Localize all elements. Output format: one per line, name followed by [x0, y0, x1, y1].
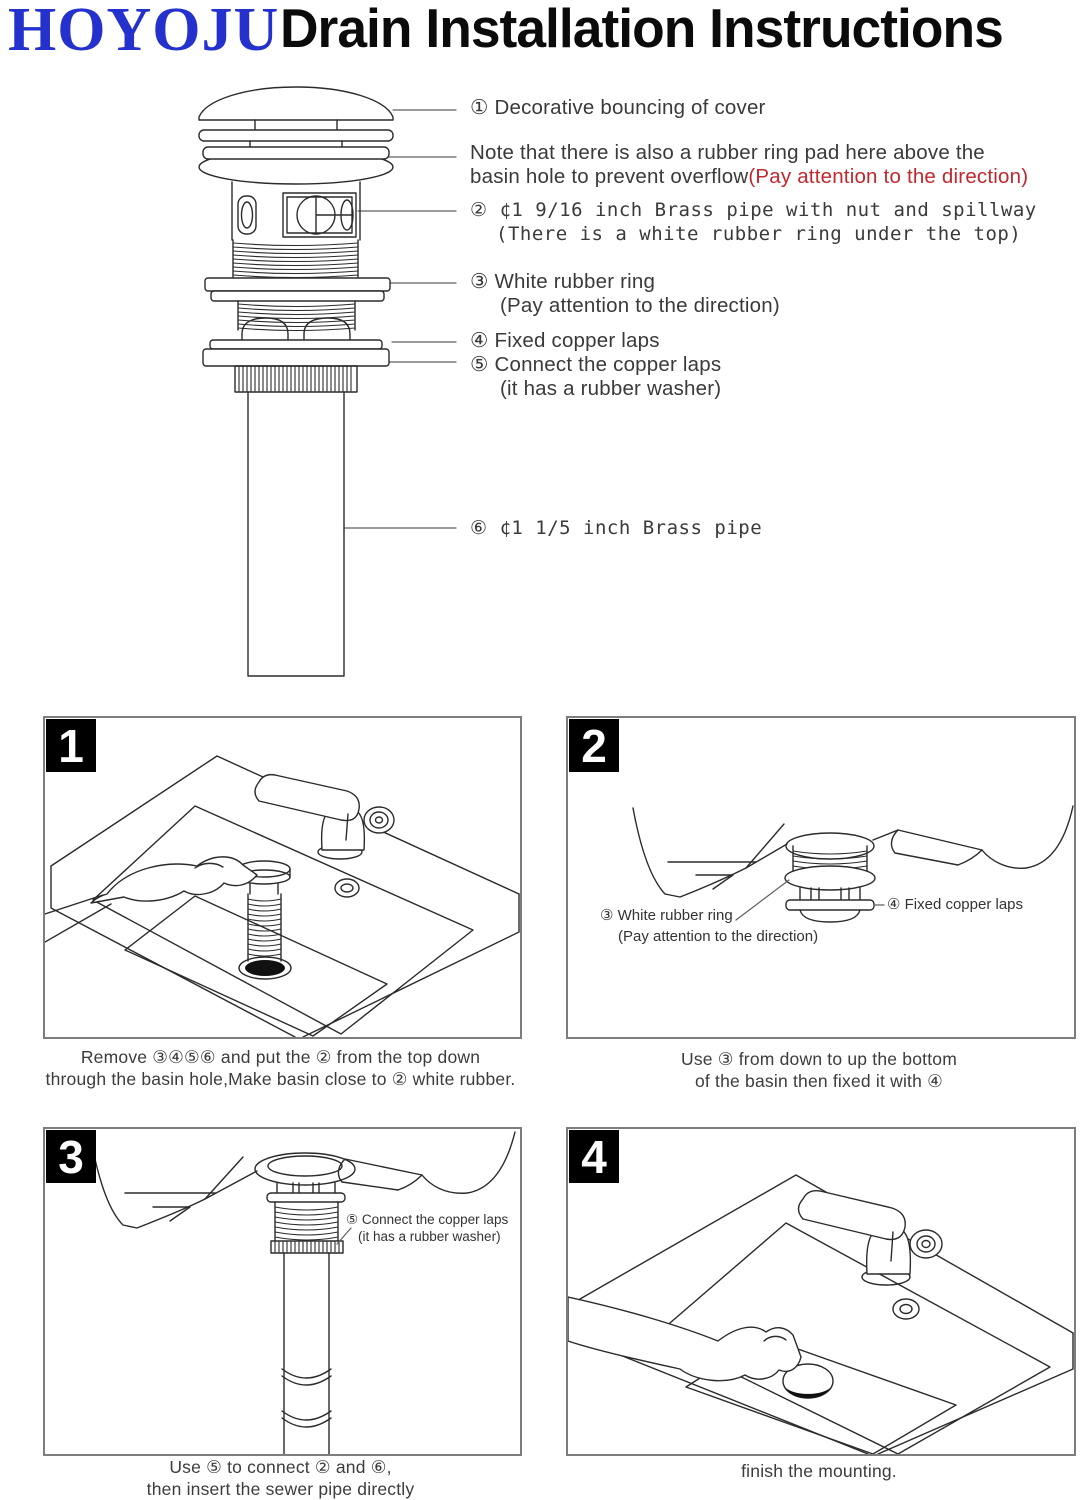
- brand-logo: HOYOJU: [8, 0, 280, 64]
- callout-5-sub: (it has a rubber washer): [500, 377, 722, 400]
- callout-5-text: ⑤ Connect the copper laps: [470, 353, 722, 376]
- step-2-caption: [566, 1048, 1072, 1092]
- callout-note-warning-red: (Pay attention to the direction): [748, 165, 1029, 188]
- step-3-panel: [43, 1127, 522, 1456]
- step-3-label-connect-line1: ⑤ Connect the copper laps: [346, 1212, 509, 1227]
- step-2-label-ring-line1: ③ White rubber ring: [600, 907, 733, 924]
- step-3-badge: 3: [46, 1130, 96, 1183]
- callout-3-sub: (Pay attention to the direction): [500, 294, 780, 317]
- step-2-caption-line2: of the basin then fixed it with ④: [695, 1071, 943, 1091]
- step-1-caption-line2: through the basin hole,Make basin close to ② white rubber.: [45, 1069, 516, 1089]
- step-1-caption-line1: Remove ③④⑤⑥ and put the ② from the top down: [80, 1047, 481, 1067]
- callout-3: [470, 270, 780, 318]
- callout-2-sub: (There is a white rubber ring under the top): [496, 223, 1022, 245]
- callout-2: [470, 198, 1037, 246]
- callout-2-text: ② ¢1 9/16 inch Brass pipe with nut and spillway: [470, 199, 1037, 221]
- callout-1: [470, 96, 766, 120]
- callout-note: [470, 141, 1028, 189]
- step-3-caption-line2: then insert the sewer pipe directly: [146, 1479, 415, 1499]
- step-4-badge: 4: [569, 1130, 619, 1183]
- callout-4: [470, 329, 660, 353]
- callout-4-text: ④ Fixed copper laps: [470, 329, 660, 352]
- step-4-illustration: [568, 1129, 1074, 1454]
- step-1-caption: [23, 1046, 538, 1090]
- step-1-panel: [43, 716, 522, 1039]
- callout-note-line1: Note that there is also a rubber ring pad here above the: [470, 141, 985, 164]
- callout-5: [470, 353, 721, 401]
- callout-6-text: ⑥ ¢1 1/5 inch Brass pipe: [470, 517, 763, 539]
- step-2-badge: 2: [569, 719, 619, 772]
- step-4-caption-line1: finish the mounting.: [741, 1461, 897, 1481]
- page-title: Drain Installation Instructions: [280, 0, 1003, 59]
- step-2-label-ring-line2: (Pay attention to the direction): [618, 928, 819, 945]
- step-2-caption-line1: Use ③ from down to up the bottom: [681, 1049, 957, 1069]
- step-2-label-copper-laps: ④ Fixed copper laps: [887, 896, 1024, 913]
- step-4-panel: [566, 1127, 1076, 1456]
- step-4-caption: [566, 1460, 1072, 1482]
- step-1-badge: 1: [46, 719, 96, 772]
- step-2-panel: [566, 716, 1076, 1039]
- step-3-caption: [23, 1456, 538, 1500]
- callout-3-text: ③ White rubber ring: [470, 270, 656, 293]
- step-3-caption-line1: Use ⑤ to connect ② and ⑥,: [169, 1457, 392, 1477]
- callout-6: [470, 516, 762, 540]
- step-2-illustration: [568, 718, 1074, 1037]
- callout-note-line2: [470, 165, 1028, 189]
- callout-note-line2-black: basin hole to prevent overflow: [470, 165, 749, 188]
- step-3-illustration: [45, 1129, 520, 1454]
- step-3-label-connect-line2: (it has a rubber washer): [358, 1229, 501, 1244]
- step-1-illustration: [45, 718, 520, 1037]
- callout-1-text: ① Decorative bouncing of cover: [470, 96, 766, 119]
